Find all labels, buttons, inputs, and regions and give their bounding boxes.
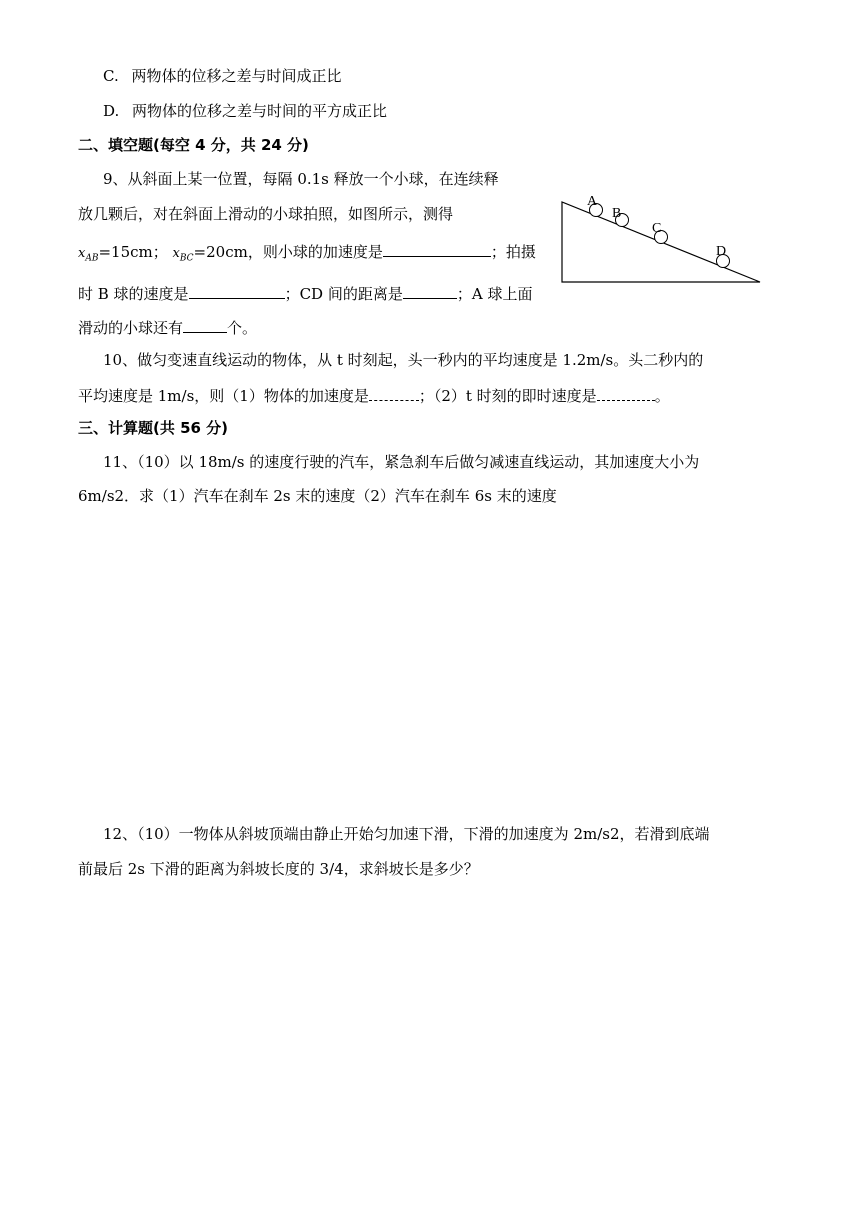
q9-line-4: 时 B 球的速度是 ；CD 间的距离是 ；A 球上面 [78, 282, 532, 304]
answer-blank-acceleration[interactable] [383, 240, 491, 257]
q10-line-1: 10、做匀变速直线运动的物体，从 t 时刻起，头一秒内的平均速度是 1.2m/s。头二秒内的 [103, 351, 704, 369]
q11-line-2: 6m/s2．求（1）汽车在刹车 2s 末的速度（2）汽车在刹车 6s 末的速度 [78, 487, 557, 505]
q12-line-1: 12、（10）一物体从斜坡顶端由静止开始匀加速下滑，下滑的加速度为 2m/s2，若滑到底端 [103, 825, 710, 843]
q9-line-2: 放几颗后，对在斜面上滑动的小球拍照，如图所示，测得 [78, 205, 454, 223]
answer-blank-balls-above-a[interactable] [183, 316, 227, 333]
xbc-value: =20cm，则小球的加速度是 [193, 243, 383, 261]
option-letter: C. [103, 67, 119, 85]
option-text: 两物体的位移之差与时间成正比 [131, 67, 342, 85]
label-a: A [587, 194, 598, 209]
option-text: 两物体的位移之差与时间的平方成正比 [132, 102, 388, 120]
q12-line-2: 前最后 2s 下滑的距离为斜坡长度的 3/4，求斜坡长是多少？ [78, 860, 479, 878]
q9-line-1: 9、从斜面上某一位置，每隔 0.1s 释放一个小球，在连续释 [103, 170, 499, 188]
label-c: C [652, 221, 662, 236]
q9-line-5: 滑动的小球还有 个。 [78, 316, 257, 338]
incline-figure [556, 192, 776, 292]
q9-line-3-end: ；拍摄 [490, 243, 536, 261]
option-c [103, 66, 342, 86]
label-b: B [612, 206, 622, 221]
xab-value: =15cm； [98, 243, 168, 261]
q10-line-2: 平均速度是 1m/s，则（1）物体的加速度是 ；（2）t 时刻的即时速度是 。 [78, 384, 670, 406]
label-d: D [716, 244, 727, 259]
q11-line-1: 11、（10）以 18m/s 的速度行驶的汽车，紧急刹车后做匀减速直线运动，其加速度大小为 [103, 453, 700, 471]
q9-line-3 [78, 240, 536, 269]
option-d [103, 101, 387, 121]
answer-blank-q10-velocity[interactable] [597, 384, 655, 401]
answer-blank-cd-distance[interactable] [403, 282, 457, 299]
xab-symbol: $x_{AB}$ [78, 246, 99, 264]
section-heading-fill-in: 二、填空题(每空 4 分，共 24 分) [78, 136, 309, 154]
option-letter: D. [103, 102, 120, 120]
answer-blank-b-velocity[interactable] [189, 282, 285, 299]
answer-blank-q10-acceleration[interactable] [369, 384, 419, 401]
xbc-symbol: $x_{BC}$ [172, 246, 194, 264]
section-heading-calculation: 三、计算题(共 56 分) [78, 419, 229, 437]
